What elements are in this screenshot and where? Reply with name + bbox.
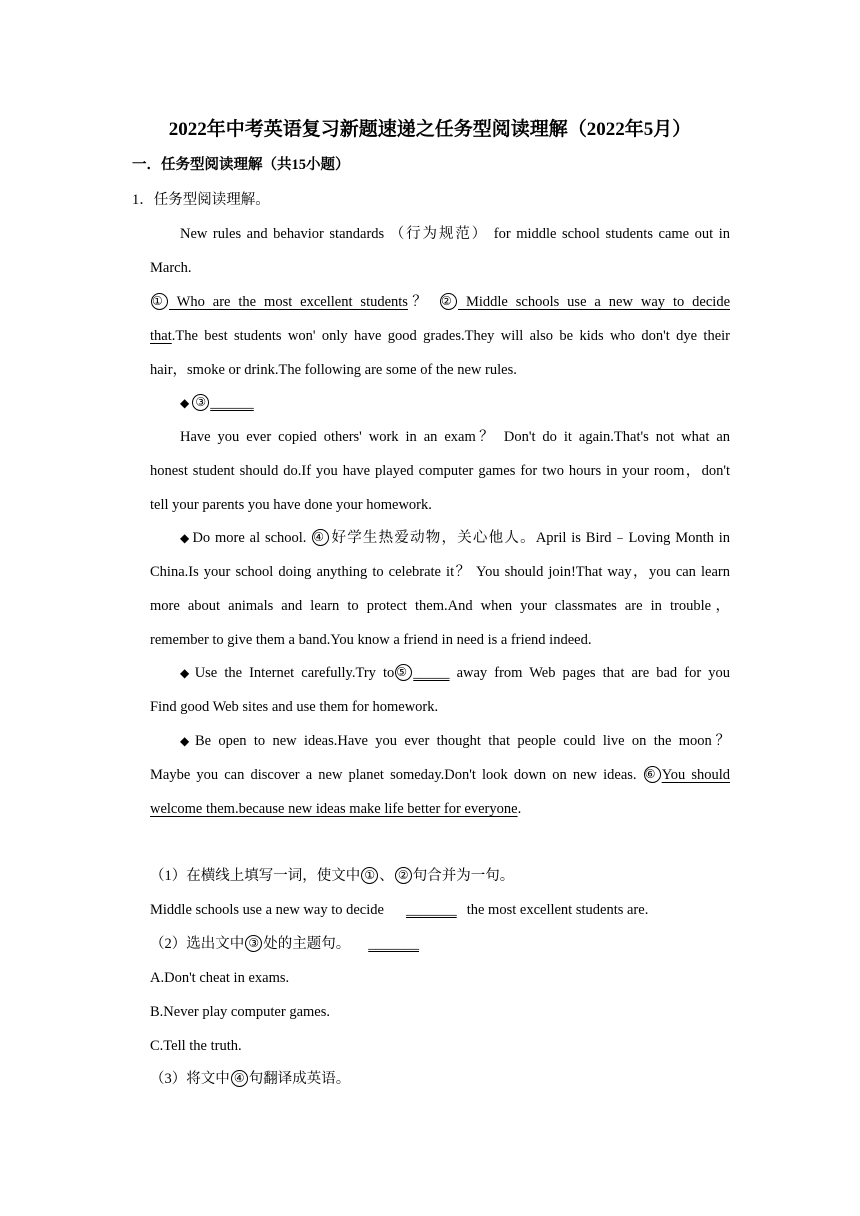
- passage-line: New rules and behavior standards （行为规范） for middle school students came out in: [180, 226, 730, 242]
- option-b: B.Never play computer games.: [150, 1004, 330, 1020]
- sentence-2: ② Middle schools use a new way to decide: [441, 294, 731, 310]
- passage-line: Have you ever copied others' work in an exam？ Don't do it again.That's not what an: [180, 429, 730, 445]
- circled-number: ④: [312, 529, 329, 546]
- diamond-bullet-icon: ◆: [180, 666, 193, 680]
- diamond-bullet-icon: ◆: [180, 531, 191, 545]
- passage-line: that.The best students won' only have good grades.They will also be kids who don't dye their: [150, 328, 730, 344]
- question-1-label: 1．任务型阅读理解。: [132, 192, 270, 208]
- passage-line: Maybe you can discover a new planet someday.Don't look down on new ideas. ⑥ You should: [150, 767, 730, 783]
- passage-line: tell your parents you have done your homework.: [150, 497, 432, 513]
- bullet-3-heading: [180, 393, 254, 413]
- passage-line-bullet-6: ◆ Be open to new ideas.Have you ever thought that people could live on the moon？: [180, 733, 731, 749]
- option-c: C.Tell the truth.: [150, 1038, 242, 1054]
- passage-line-merged-sentences: ① Who are the most excellent students？ ② Middle schools use a new way to decide: [152, 294, 731, 310]
- sub-question-2-label: （2）选出文中 ③ 处的主题句。 _______: [150, 936, 419, 952]
- circled-number: ④: [231, 1070, 248, 1087]
- passage-line-bullet-4: ◆ Do more al school. ④ 好学生热爱动物，关心他人。April is Bird﹣Loving Month in: [180, 530, 730, 546]
- circled-number: ⑤: [395, 664, 412, 681]
- circled-number: ①: [361, 867, 378, 884]
- sub-question-1-sentence: Middle schools use a new way to decide _______ the most excellent students are.: [150, 902, 649, 918]
- diamond-bullet-icon: ◆: [180, 734, 193, 748]
- passage-line: remember to give them a band.You know a friend in need is a friend indeed.: [150, 632, 592, 648]
- passage-line: welcome them.because new ideas make life better for everyone.: [150, 801, 522, 817]
- answer-blank: _____: [413, 665, 450, 681]
- circled-number: ⑥: [644, 766, 661, 783]
- passage-line: China.Is your school doing anything to celebrate it？ You should join!That way，you can learn: [150, 564, 730, 580]
- circled-number: ②: [395, 867, 412, 884]
- option-a: A.Don't cheat in exams.: [150, 970, 290, 986]
- answer-blank: _______: [368, 936, 419, 952]
- passage-line: March.: [150, 260, 192, 276]
- passage-line: hair，smoke or drink.The following are some of the new rules.: [150, 362, 517, 378]
- passage-line: more about animals and learn to protect them.And when your classmates are in trouble，: [150, 598, 730, 614]
- sub-question-3-label: （3）将文中 ④ 句翻译成英语。: [150, 1071, 351, 1087]
- section-heading: 一．任务型阅读理解（共15小题）: [132, 157, 350, 173]
- sub-question-1-label: （1）在横线上填写一词，使文中 ① 、 ② 句合并为一句。: [150, 868, 515, 884]
- passage-line: Find good Web sites and use them for homework.: [150, 699, 439, 715]
- passage-line: honest student should do.If you have played computer games for two hours in your room，don't: [150, 463, 730, 479]
- circled-number: ②: [440, 293, 457, 310]
- diamond-bullet-icon: ◆: [180, 396, 190, 410]
- document-title: 2022年中考英语复习新题速递之任务型阅读理解（2022年5月）: [168, 119, 692, 140]
- circled-number: ③: [245, 935, 262, 952]
- circled-number: ①: [151, 293, 168, 310]
- answer-blank: _______: [405, 902, 457, 918]
- passage-line-bullet-5: ◆ Use the Internet carefully.Try to ⑤ _____ away from Web pages that are bad for you: [180, 665, 730, 681]
- answer-blank: ______: [210, 395, 254, 411]
- sentence-1: ① Who are the most excellent students: [152, 294, 408, 310]
- circled-number: ③: [192, 394, 209, 411]
